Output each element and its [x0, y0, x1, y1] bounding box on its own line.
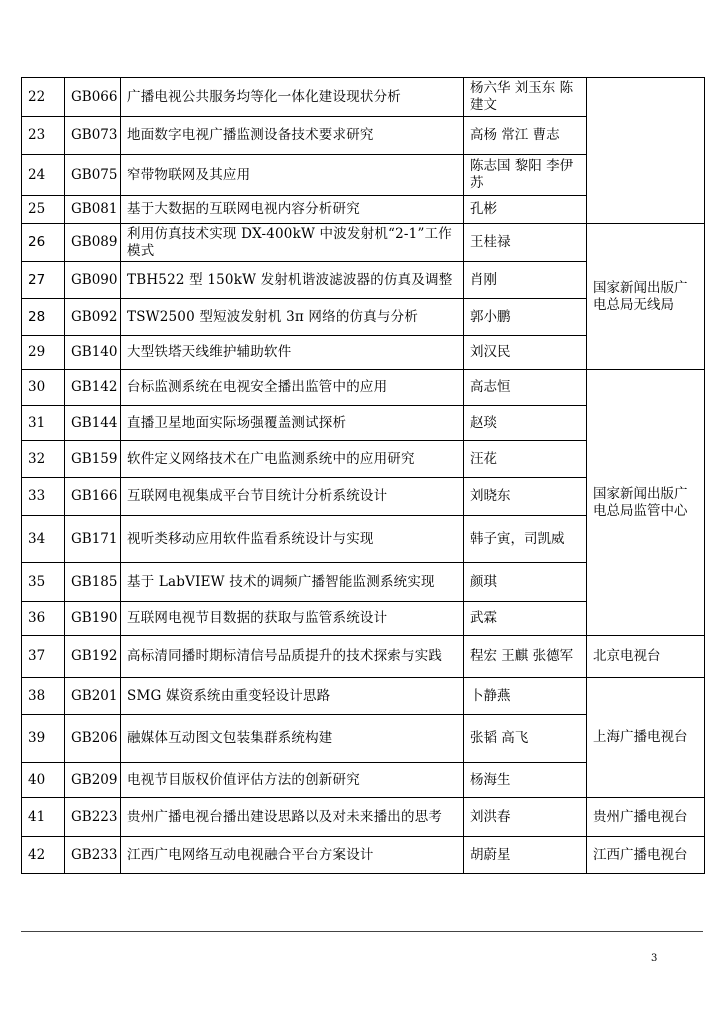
paper-title: 广播电视公共服务均等化一体化建设现状分析	[121, 78, 464, 117]
paper-code: GB233	[65, 837, 121, 874]
unit-wireless-bureau: 国家新闻出版广电总局无线局	[587, 224, 705, 370]
paper-authors: 肖刚	[464, 262, 587, 299]
paper-title: TBH522 型 150kW 发射机谐波滤波器的仿真及调整	[121, 262, 464, 299]
paper-authors: 王桂禄	[464, 224, 587, 262]
table-row	[22, 798, 705, 837]
paper-code: GB190	[65, 602, 121, 636]
paper-title: 利用仿真技术实现 DX-400kW 中波发射机“2-1”工作模式	[121, 224, 464, 262]
row-number: 23	[22, 117, 65, 155]
paper-code: GB142	[65, 370, 121, 406]
paper-title: 窄带物联网及其应用	[121, 155, 464, 196]
row-number: 34	[22, 516, 65, 563]
paper-authors: 郭小鹏	[464, 299, 587, 336]
paper-title: TSW2500 型短波发射机 3π 网络的仿真与分析	[121, 299, 464, 336]
paper-title: 融媒体互动图文包装集群系统构建	[121, 715, 464, 763]
row-number: 38	[22, 678, 65, 715]
paper-authors: 刘洪春	[464, 798, 587, 837]
paper-code: GB073	[65, 117, 121, 155]
unit-jiangxi-tv: 江西广播电视台	[587, 837, 705, 874]
paper-authors: 颜琪	[464, 563, 587, 602]
paper-title: 视听类移动应用软件监看系统设计与实现	[121, 516, 464, 563]
row-number: 41	[22, 798, 65, 837]
paper-authors: 韩子寅，司凯威	[464, 516, 587, 563]
paper-title: 电视节目版权价值评估方法的创新研究	[121, 763, 464, 798]
paper-code: GB206	[65, 715, 121, 763]
award-list-table	[21, 77, 705, 874]
row-number: 22	[22, 78, 65, 117]
paper-authors: 陈志国 黎阳 李伊苏	[464, 155, 587, 196]
row-number: 36	[22, 602, 65, 636]
paper-authors: 孔彬	[464, 196, 587, 224]
paper-title: 基于大数据的互联网电视内容分析研究	[121, 196, 464, 224]
unit-guizhou-tv: 贵州广播电视台	[587, 798, 705, 837]
unit-shanghai-tv: 上海广播电视台	[587, 678, 705, 798]
table-row	[22, 370, 705, 406]
paper-title: SMG 媒资系统由重变轻设计思路	[121, 678, 464, 715]
row-number: 40	[22, 763, 65, 798]
row-number: 31	[22, 406, 65, 441]
row-number: 24	[22, 155, 65, 196]
paper-code: GB201	[65, 678, 121, 715]
paper-code: GB171	[65, 516, 121, 563]
unit-beijing-tv: 北京电视台	[587, 636, 705, 678]
paper-code: GB185	[65, 563, 121, 602]
row-number: 27	[22, 262, 65, 299]
paper-authors: 程宏 王麒 张德军	[464, 636, 587, 678]
row-number: 39	[22, 715, 65, 763]
row-number: 33	[22, 478, 65, 516]
paper-authors: 刘汉民	[464, 336, 587, 370]
paper-title: 大型铁塔天线维护辅助软件	[121, 336, 464, 370]
row-number: 30	[22, 370, 65, 406]
paper-title: 贵州广播电视台播出建设思路以及对未来播出的思考	[121, 798, 464, 837]
paper-code: GB092	[65, 299, 121, 336]
paper-title: 江西广电网络互动电视融合平台方案设计	[121, 837, 464, 874]
paper-title: 基于 LabVIEW 技术的调频广播智能监测系统实现	[121, 563, 464, 602]
table-row	[22, 678, 705, 715]
paper-code: GB090	[65, 262, 121, 299]
row-number: 32	[22, 441, 65, 478]
table-row	[22, 837, 705, 874]
paper-title: 直播卫星地面实际场强覆盖测试探析	[121, 406, 464, 441]
paper-code: GB209	[65, 763, 121, 798]
paper-authors: 高杨 常江 曹志	[464, 117, 587, 155]
paper-title: 台标监测系统在电视安全播出监管中的应用	[121, 370, 464, 406]
paper-code: GB075	[65, 155, 121, 196]
paper-authors: 高志恒	[464, 370, 587, 406]
paper-authors: 杨海生	[464, 763, 587, 798]
row-number: 29	[22, 336, 65, 370]
table-row	[22, 636, 705, 678]
row-number: 25	[22, 196, 65, 224]
paper-authors: 武霖	[464, 602, 587, 636]
row-number: 42	[22, 837, 65, 874]
paper-title: 高标清同播时期标清信号品质提升的技术探索与实践	[121, 636, 464, 678]
paper-code: GB081	[65, 196, 121, 224]
row-number: 37	[22, 636, 65, 678]
paper-authors: 卜静燕	[464, 678, 587, 715]
row-number: 28	[22, 299, 65, 336]
paper-authors: 汪花	[464, 441, 587, 478]
paper-authors: 张韬 高飞	[464, 715, 587, 763]
paper-code: GB144	[65, 406, 121, 441]
footer-divider	[21, 931, 703, 932]
table-row	[22, 224, 705, 262]
paper-authors: 刘晓东	[464, 478, 587, 516]
row-number: 35	[22, 563, 65, 602]
paper-code: GB192	[65, 636, 121, 678]
paper-code: GB159	[65, 441, 121, 478]
paper-title: 互联网电视节目数据的获取与监管系统设计	[121, 602, 464, 636]
unit-cell-empty	[587, 78, 705, 224]
paper-authors: 杨六华 刘玉东 陈建文	[464, 78, 587, 117]
row-number: 26	[22, 224, 65, 262]
paper-title: 地面数字电视广播监测设备技术要求研究	[121, 117, 464, 155]
paper-code: GB223	[65, 798, 121, 837]
paper-code: GB166	[65, 478, 121, 516]
paper-code: GB089	[65, 224, 121, 262]
unit-monitoring-center: 国家新闻出版广电总局监管中心	[587, 370, 705, 636]
paper-authors: 胡蔚星	[464, 837, 587, 874]
paper-code: GB140	[65, 336, 121, 370]
paper-title: 互联网电视集成平台节目统计分析系统设计	[121, 478, 464, 516]
paper-title: 软件定义网络技术在广电监测系统中的应用研究	[121, 441, 464, 478]
paper-authors: 赵琰	[464, 406, 587, 441]
paper-code: GB066	[65, 78, 121, 117]
table-row	[22, 78, 705, 117]
page-number: 3	[651, 953, 658, 964]
